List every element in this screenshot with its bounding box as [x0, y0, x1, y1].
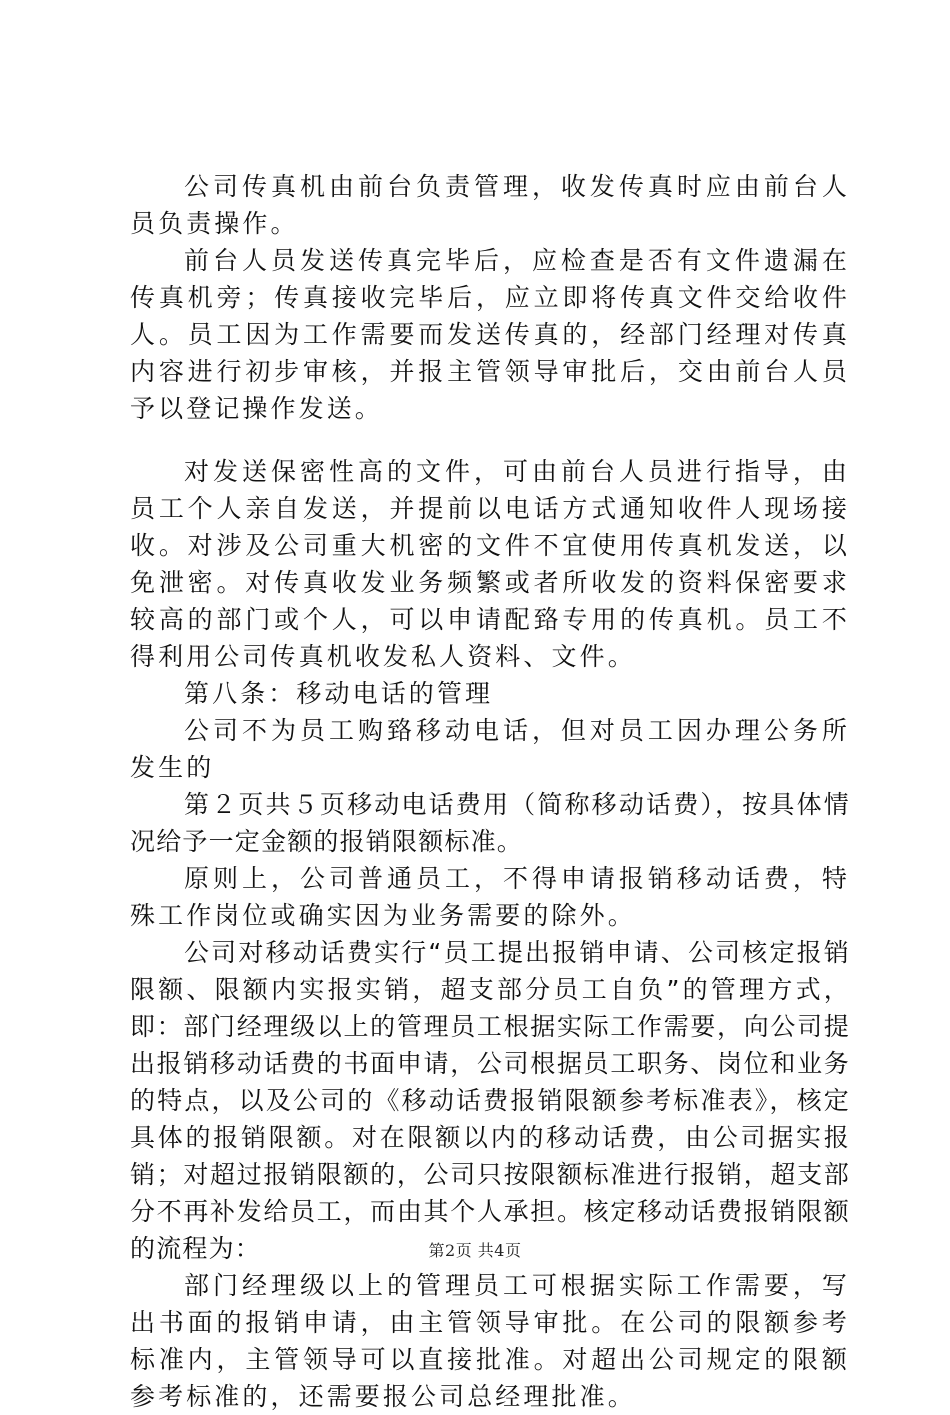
paragraph-reimbursement-method: 公司对移动话费实行“员工提出报销申请、公司核定报销限额、限额内实报实销，超支部分员工自负”的管理方式，即：部门经理级以上的管理员工根据实际工作需要，向公司提出报销移动话费的书面申请，公司根据员工职务、岗位和业务的特点，以及公司的《移动话费报销限额参考标准表》，核定具体的报销限额。对在限额以内的移动话费，由公司据实报销；对超过报销限额的，公司只按限额标准进行报销，超支部分不再补发给员工，而由其个人承担。核定移动话费报销限额的流程为： — [130, 938, 850, 1263]
paragraph-approval-process: 部门经理级以上的管理员工可根据实际工作需要，写出书面的报销申请，由主管领导审批。在公司的限额参考标准内，主管领导可以直接批准。对超出公司规定的限额参考标准的，还需要报公司总经理批准。 — [130, 1271, 850, 1411]
document-body — [130, 168, 850, 1415]
paragraph-fax-sending-procedure: 前台人员发送传真完毕后，应检查是否有文件遗漏在传真机旁；传真接收完毕后，应立即将传真文件交给收件人。员工因为工作需要而发送传真的，经部门经理对传真内容进行初步审核，并报主管领导审批后，交由前台人员予以登记操作发送。 — [130, 246, 850, 423]
paragraph-general-staff-rule: 原则上，公司普通员工，不得申请报销移动话费，特殊工作岗位或确实因为业务需要的除外。 — [130, 864, 850, 930]
paragraph-fax-responsibility: 公司传真机由前台负责管理，收发传真时应由前台人员负责操作。 — [130, 172, 850, 238]
page-number-footer: 第2页 共4页 — [428, 1241, 522, 1260]
paragraph-mobile-fee-standard: 第２页共５页移动电话费用（简称移动话费），按具体情况给予一定金额的报销限额标准。 — [130, 790, 850, 856]
paragraph-mobile-phone-policy: 公司不为员工购臵移动电话，但对员工因办理公务所发生的 — [130, 716, 850, 782]
paragraph-confidential-fax: 对发送保密性高的文件，可由前台人员进行指导，由员工个人亲自发送，并提前以电话方式通知收件人现场接收。对涉及公司重大机密的文件不宜使用传真机发送，以免泄密。对传真收发业务频繁或者所收发的资料保密要求较高的部门或个人，可以申请配臵专用的传真机。员工不得利用公司传真机收发私人资料、文件。 — [130, 457, 850, 671]
section-heading-article-8: 第八条：移动电话的管理 — [184, 679, 494, 708]
